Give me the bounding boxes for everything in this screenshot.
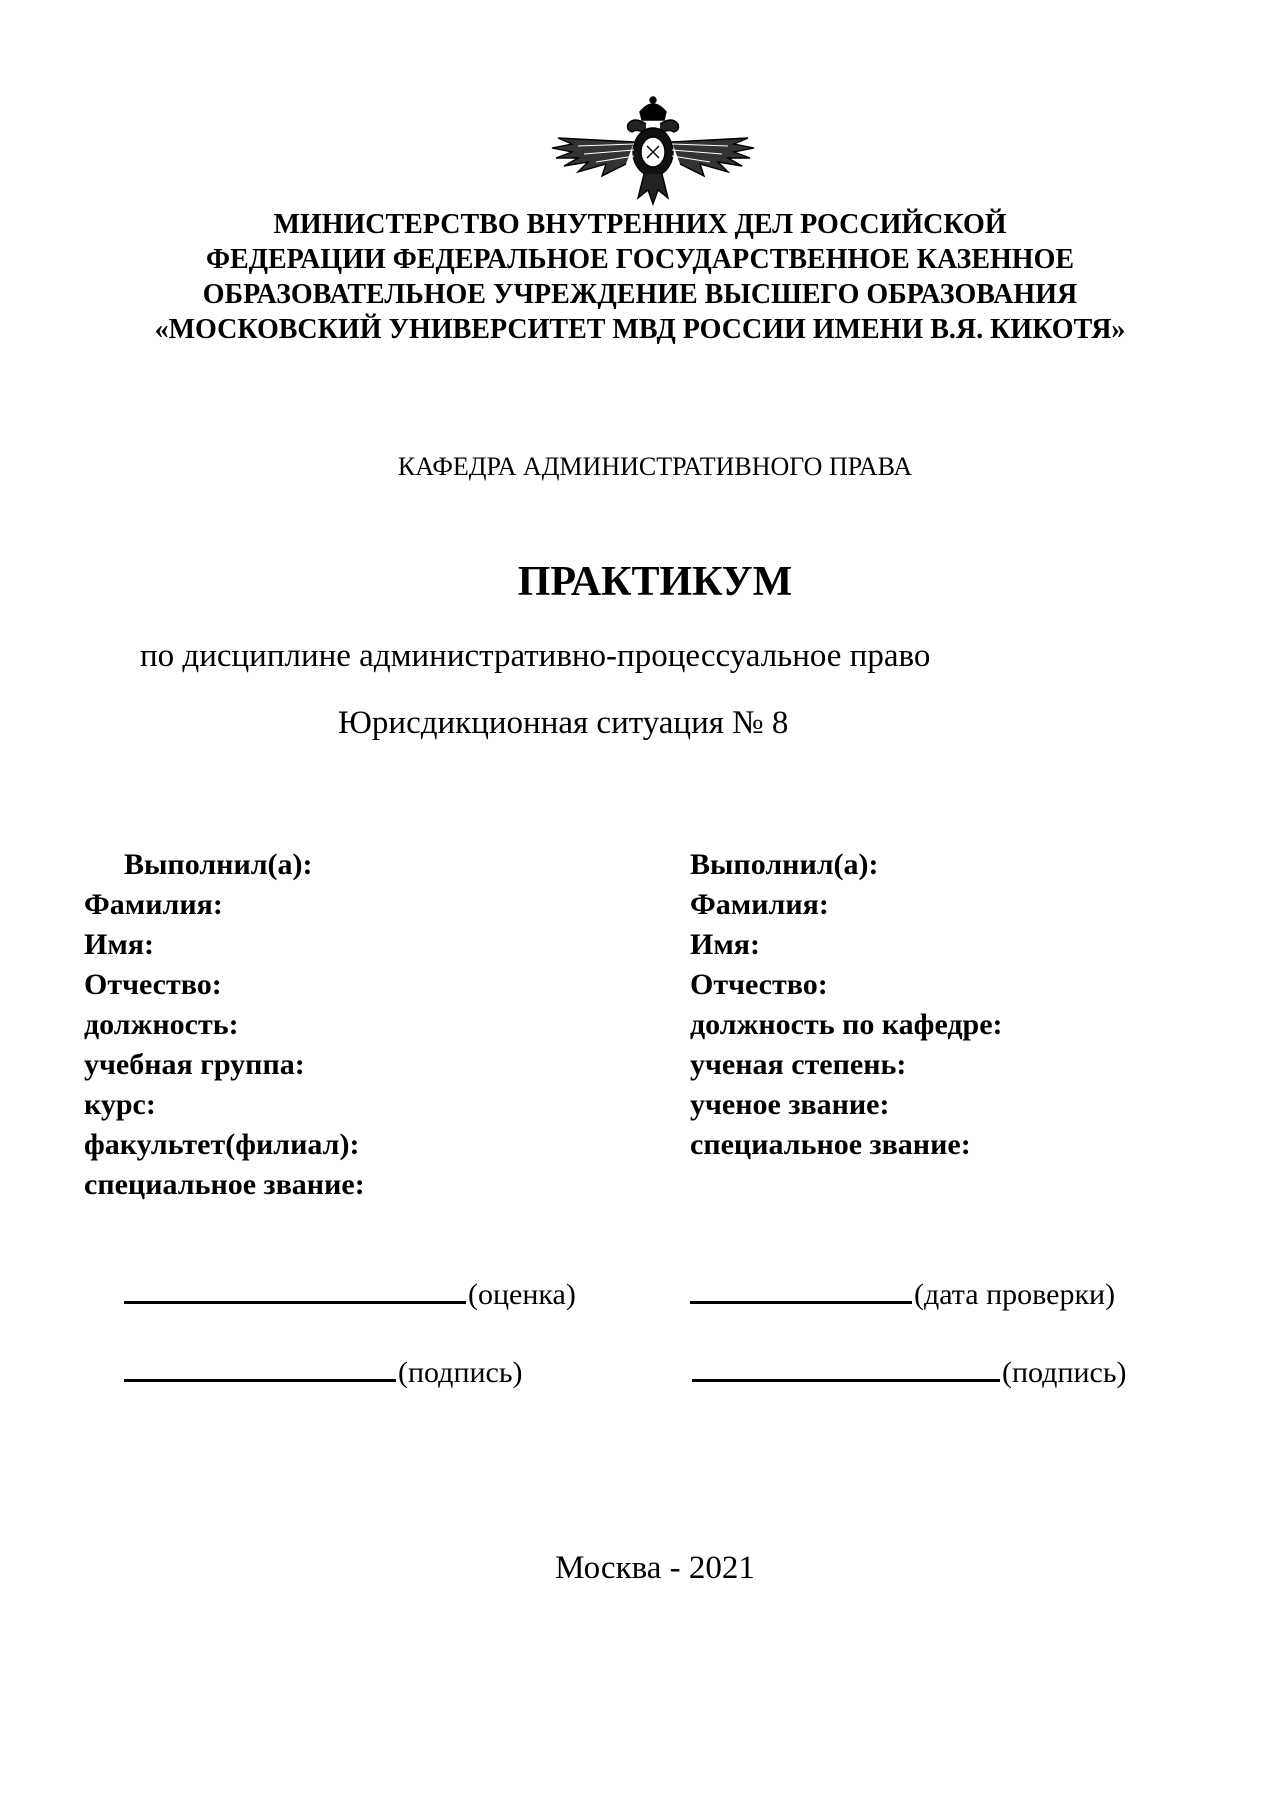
student-field: курс: — [84, 1088, 156, 1121]
blank-line — [124, 1273, 466, 1304]
student-info-block — [84, 845, 365, 1205]
reviewer-field: Фамилия: — [690, 888, 829, 921]
student-field: факультет(филиал): — [84, 1128, 360, 1161]
reviewer-field: Имя: — [690, 928, 760, 961]
grade-signature-line — [124, 1273, 576, 1312]
blank-line — [124, 1351, 396, 1382]
reviewer-field: Отчество: — [690, 968, 828, 1001]
check-date-line — [690, 1273, 1115, 1312]
reviewer-info-block — [690, 845, 1003, 1165]
ministry-line: «МОСКОВСКИЙ УНИВЕРСИТЕТ МВД РОССИИ ИМЕНИ В.Я. КИКОТЯ» — [154, 314, 1126, 345]
reviewer-signature-label: (подпись) — [1002, 1356, 1127, 1389]
student-field: Фамилия: — [84, 888, 223, 921]
reviewer-signature-line — [692, 1351, 1127, 1390]
student-field: Имя: — [84, 928, 154, 961]
reviewer-field: должность по кафедре: — [690, 1008, 1003, 1041]
student-field: Отчество: — [84, 968, 222, 1001]
ministry-line: МИНИСТЕРСТВО ВНУТРЕННИХ ДЕЛ РОССИЙСКОЙ — [273, 209, 1007, 240]
document-title: ПРАКТИКУМ — [517, 559, 793, 605]
reviewer-field: ученая степень: — [690, 1048, 907, 1081]
situation-line: Юрисдикционная ситуация № 8 — [338, 705, 789, 741]
reviewer-field: ученое звание: — [690, 1088, 890, 1121]
student-field: специальное звание: — [84, 1168, 365, 1201]
grade-label: (оценка) — [468, 1278, 576, 1311]
ministry-line: ОБРАЗОВАТЕЛЬНОЕ УЧРЕЖДЕНИЕ ВЫСШЕГО ОБРАЗОВАНИЯ — [202, 279, 1078, 310]
reviewer-field: специальное звание: — [690, 1128, 971, 1161]
ministry-line: ФЕДЕРАЦИИ ФЕДЕРАЛЬНОЕ ГОСУДАРСТВЕННОЕ КАЗЕННОЕ — [205, 244, 1075, 275]
city-year: Москва - 2021 — [555, 1550, 755, 1586]
check-date-label: (дата проверки) — [914, 1278, 1116, 1311]
student-signature-label: (подпись) — [398, 1356, 523, 1389]
student-signature-line — [124, 1351, 523, 1390]
blank-line — [690, 1273, 912, 1304]
ministry-header — [80, 207, 1200, 347]
student-field: Выполнил(а): — [124, 848, 313, 881]
mvd-emblem-icon — [548, 94, 758, 206]
student-field: учебная группа: — [84, 1048, 305, 1081]
blank-line — [692, 1351, 1000, 1382]
department-name: КАФЕДРА АДМИНИСТРАТИВНОГО ПРАВА — [397, 452, 913, 481]
student-field: должность: — [84, 1008, 239, 1041]
discipline-line: по дисциплине административно-процессуальное право — [140, 638, 931, 674]
reviewer-field: Выполнил(а): — [690, 848, 879, 881]
